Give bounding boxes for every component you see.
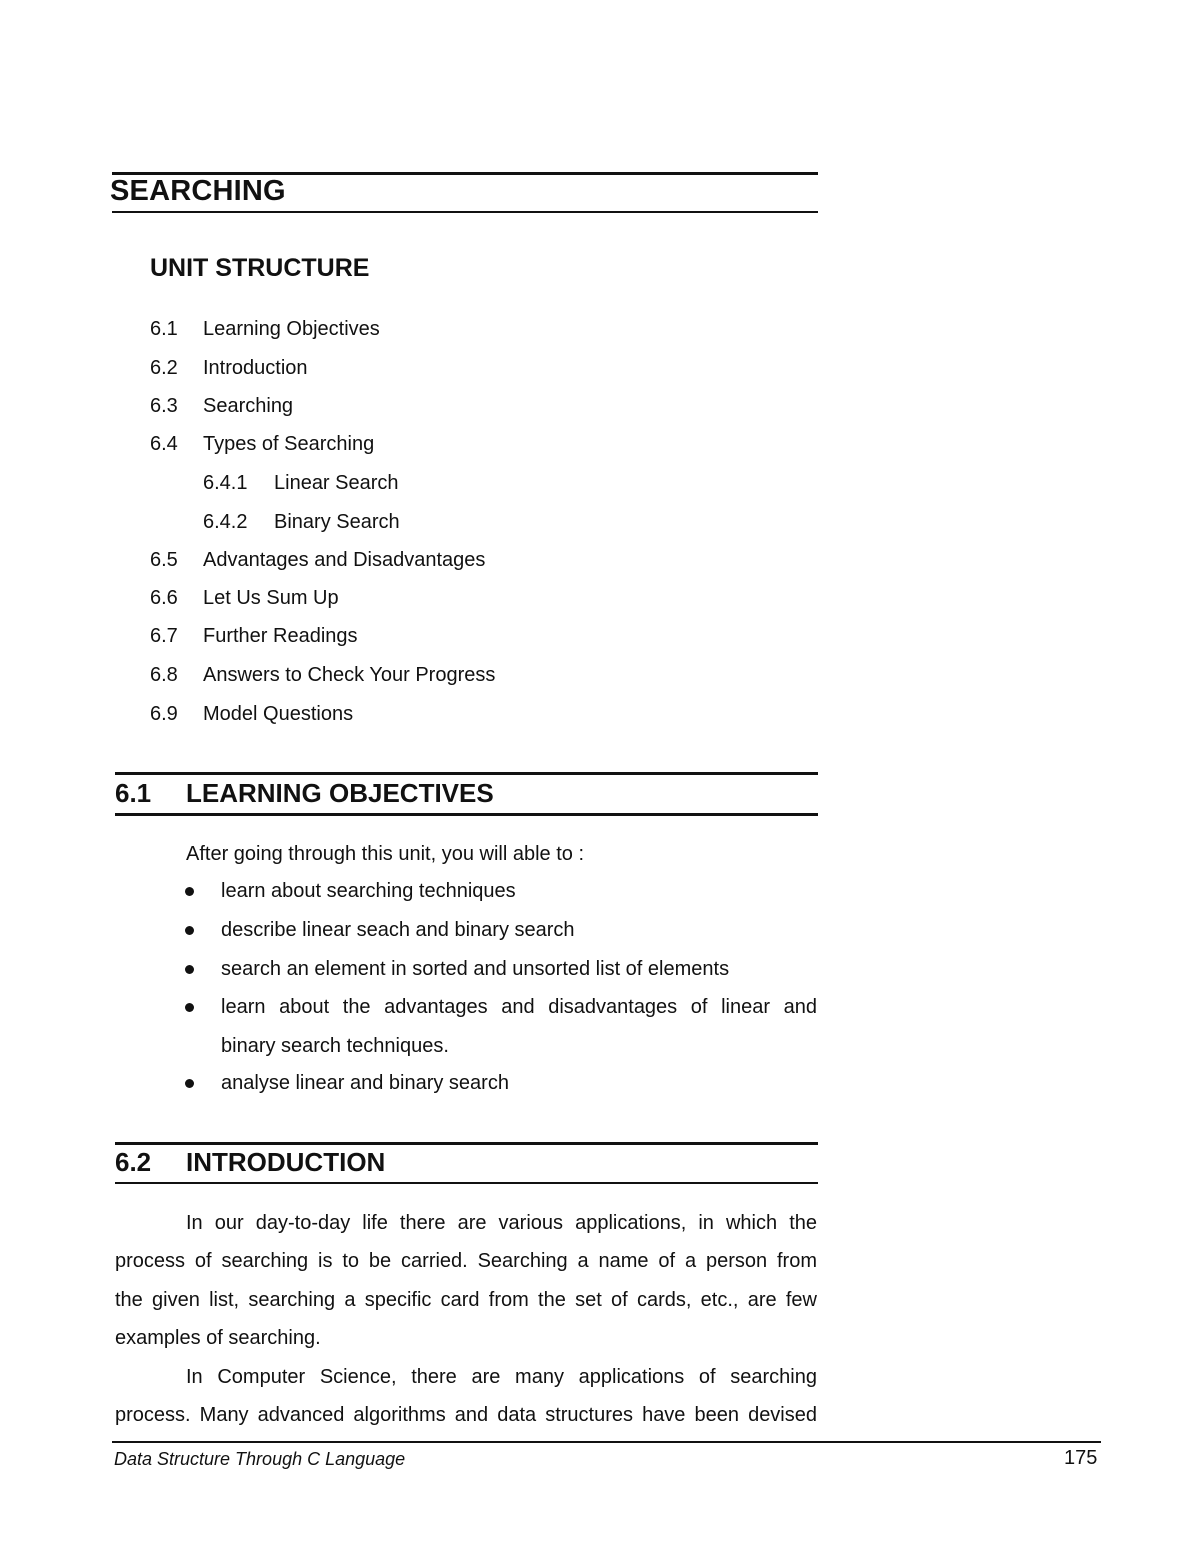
objectives-intro: After going through this unit, you will able to : [186, 843, 585, 865]
toc-item-number: 6.1 [150, 318, 178, 340]
objective-item: analyse linear and binary search [221, 1072, 509, 1094]
toc-item-number: 6.5 [150, 549, 178, 571]
paragraph-line: process of searching is to be carried. Searching a name of a person from [115, 1250, 817, 1272]
chapter-title-bottom-rule [112, 211, 818, 213]
bullet-icon [185, 887, 194, 896]
section-bottom-rule [115, 1182, 818, 1184]
section-number: 6.2 [115, 1147, 152, 1177]
toc-item-label: Model Questions [203, 703, 354, 725]
objective-item-line2: binary search techniques. [221, 1035, 449, 1057]
toc-item-label: Answers to Check Your Progress [203, 664, 496, 686]
paragraph-line: process. Many advanced algorithms and data structures have been devised [115, 1404, 817, 1426]
toc-subitem-number: 6.4.1 [203, 472, 248, 494]
page-number: 175 [1064, 1447, 1098, 1469]
unit-structure-heading: UNIT STRUCTURE [150, 254, 370, 282]
toc-item-label: Types of Searching [203, 433, 375, 455]
toc-subitem-label: Binary Search [274, 511, 400, 533]
section-heading: LEARNING OBJECTIVES [186, 778, 494, 808]
toc-item-label: Learning Objectives [203, 318, 380, 340]
toc-item-label: Introduction [203, 357, 308, 379]
paragraph-line: examples of searching. [115, 1327, 321, 1349]
paragraph-line: the given list, searching a specific card from the set of cards, etc., are few [115, 1289, 817, 1311]
bullet-icon [185, 965, 194, 974]
toc-item-label: Further Readings [203, 625, 358, 647]
toc-item-number: 6.6 [150, 587, 178, 609]
toc-subitem-number: 6.4.2 [203, 511, 248, 533]
toc-item-label: Searching [203, 395, 294, 417]
toc-item-number: 6.8 [150, 664, 178, 686]
objective-item: learn about searching techniques [221, 880, 516, 902]
section-heading: INTRODUCTION [186, 1147, 386, 1177]
section-top-rule [115, 772, 818, 775]
toc-subitem-label: Linear Search [274, 472, 399, 494]
toc-item-label: Let Us Sum Up [203, 587, 339, 609]
section-bottom-rule [115, 813, 818, 816]
toc-item-number: 6.2 [150, 357, 178, 379]
toc-item-number: 6.7 [150, 625, 178, 647]
chapter-title: SEARCHING [110, 175, 286, 207]
paragraph-line: In Computer Science, there are many applications of searching [186, 1366, 817, 1388]
objective-item-line1: learn about the advantages and disadvantages of linear and [221, 996, 817, 1018]
bullet-icon [185, 926, 194, 935]
objective-item: describe linear seach and binary search [221, 919, 575, 941]
footer-rule [112, 1441, 1101, 1443]
footer-book-title: Data Structure Through C Language [114, 1449, 406, 1469]
section-top-rule [115, 1142, 818, 1145]
toc-item-number: 6.4 [150, 433, 178, 455]
section-number: 6.1 [115, 778, 152, 808]
toc-item-number: 6.9 [150, 703, 178, 725]
paragraph-line: In our day-to-day life there are various applications, in which the [186, 1212, 817, 1234]
bullet-icon [185, 1003, 194, 1012]
bullet-icon [185, 1079, 194, 1088]
toc-item-label: Advantages and Disadvantages [203, 549, 486, 571]
toc-item-number: 6.3 [150, 395, 178, 417]
objective-item: search an element in sorted and unsorted list of elements [221, 958, 730, 980]
